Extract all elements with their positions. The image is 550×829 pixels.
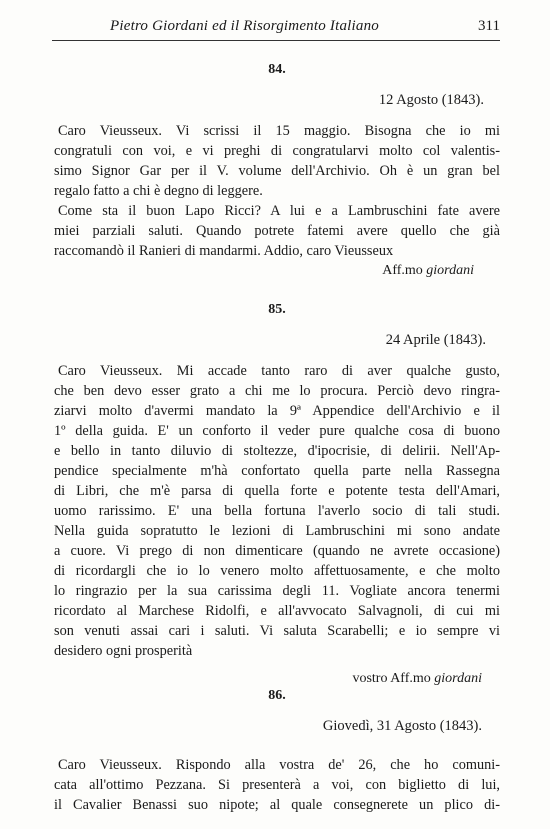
text-line: simo Signor Gar per il V. volume dell'Archivio. Oh è un gran bel <box>54 163 500 179</box>
text-line: uomo rarissimo. E' una bella fortuna l'averlo socio di tali studi. <box>54 503 500 519</box>
page-header <box>52 14 500 41</box>
text-line: e bello in tanto diluvio di stoltezze, d'ipocrisie, di delirii. Nell'Ap- <box>54 443 500 459</box>
text-line: miei parziali saluti. Quando potrete fatemi avere quello che già <box>54 223 500 239</box>
text-line: di Libri, che m'è parsa di quella forte e potente testa dell'Amari, <box>54 483 500 499</box>
text-line: ricordato al Marchese Ridolfi, e all'avvocato Salvagnoli, di cui mi <box>54 603 500 619</box>
page-number: 311 <box>478 18 500 34</box>
signature <box>54 261 500 281</box>
letter-86 <box>54 688 500 815</box>
text-line: cata all'ottimo Pezzana. Si presenterà a voi, con biglietto di lui, <box>54 777 500 793</box>
text-line: pendice specialmente m'hà confortato quella parte nella Rassegna <box>54 463 500 479</box>
text-line: Come sta il buon Lapo Ricci? A lui e a Lambruschini fate avere <box>58 203 500 219</box>
text-line: che ben devo esser grato a chi me lo procura. Perciò devo ringra- <box>54 383 500 399</box>
letter-date: 24 Aprile (1843). <box>385 332 486 348</box>
text-line: regalo fatto a chi è degno di leggere. <box>54 183 263 199</box>
letter-84 <box>54 62 500 281</box>
text-line: congratuli con voi, e vi preghi di congratularvi molto col valentis- <box>54 143 500 159</box>
text-line: di ricordargli che io lo venero molto affettuosamente, e che molto <box>54 563 500 579</box>
letter-number: 86. <box>268 688 286 703</box>
text-line: Nella guida sopratutto le lezioni di Lambruschini mi sono andate <box>54 523 500 539</box>
signature <box>54 669 500 689</box>
signature-prefix: vostro Aff.mo <box>352 671 431 686</box>
letter-number: 84. <box>268 62 286 77</box>
text-line: ziarvi molto d'avermi mandato la 9ª Appendice dell'Archivio e il <box>54 403 500 419</box>
text-line: Caro Vieusseux. Mi accade tanto raro di aver qualche gusto, <box>58 363 500 379</box>
letter-85 <box>54 302 500 689</box>
letter-number: 85. <box>268 302 286 317</box>
text-line: son venuti assai cari i saluti. Vi saluta Scarabelli; e io sempre vi <box>54 623 500 639</box>
text-line: raccomandò il Ranieri di mandarmi. Addio, caro Vieusseux <box>54 243 394 259</box>
signature-name: giordani <box>434 671 482 686</box>
signature-name: giordani <box>426 263 474 278</box>
signature-prefix: Aff.mo <box>382 263 423 278</box>
text-line: Caro Vieusseux. Vi scrissi il 15 maggio. Bisogna che io mi <box>58 123 500 139</box>
text-line: 1º della guida. E' un conforto il veder pure qualche cosa di buono <box>54 423 500 439</box>
letter-date: Giovedì, 31 Agosto (1843). <box>322 718 482 734</box>
text-line: a cuore. Vi prego di non dimenticare (quando ne avrete occasione) <box>54 543 500 559</box>
text-line: desidero ogni prosperità <box>54 643 193 659</box>
text-line: il Cavalier Benassi suo nipote; al quale consegnerete un plico di- <box>54 797 500 813</box>
running-title: Pietro Giordani ed il Risorgimento Italiano <box>110 18 379 34</box>
text-line: Caro Vieusseux. Rispondo alla vostra de' 26, che ho comuni- <box>58 757 500 773</box>
letter-date: 12 Agosto (1843). <box>378 92 484 108</box>
text-line: lo ringrazio per la sua carissima degli 11. Vogliate ancora tenermi <box>54 583 500 599</box>
